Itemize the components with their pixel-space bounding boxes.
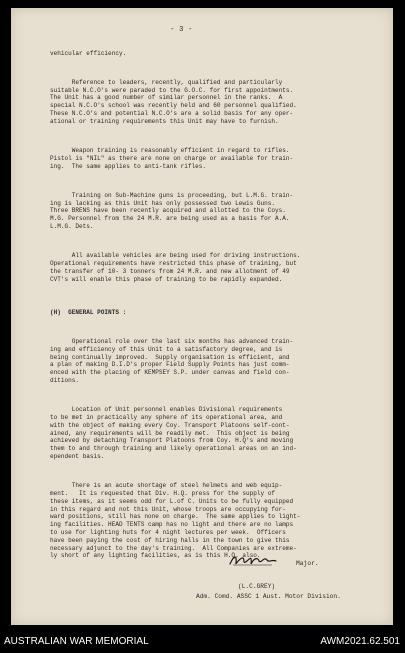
page-number: - 3 - [170,26,193,34]
section-heading: (H) GENERAL POINTS : [50,308,127,316]
paragraph-vehicles: All available vehicles are being used for driving instructions. Operational requirements have restricted this phase of training, but the transfer of 10- 3 tonners from 24 M.R. and new allotment of 49 CVT's will enable this phase of training to be rapidly expanded. [50,252,301,283]
handwritten-signature [228,552,278,568]
paragraph-location: Location of Unit personnel enables Divisional requirements to be met in practically any sphere of its operational area, and with the object of making every Coy. Transport Platoons self-cont- ained, any requirements will be readily met. This object is being achieved by detaching Transport Platoons from Coy. H.Q's and moving them to and through training and likely operational areas on an ind- ependent basis. [50,406,297,461]
footer-accession-number: AWM2021.62.501 [320,636,400,647]
signature-rank: Major. [296,560,319,567]
paragraph-vehicular: vehicular efficiency. [50,49,127,57]
document-body [50,34,362,574]
paragraph-leaders: Reference to leaders, recently, qualified and particularly suitable N.C.O's were paraded to the G.O.C. for first appointments. The Unit has a good number of similar personnel in the ranks. A special N.C.O's school was recently held and 60 personnel qualified. These N.C.O's and potential N.C.O's are a solid basis for any oper- ational or training requirements this Unit may have to furnish. [50,78,297,125]
paragraph-operational-role: Operational role over the last six months has advanced train- ing and efficiency of this Unit to a satisfactory degree, and is being continually improved. Supply organisation is efficient, and a plan of making D.I.D's proper Field Supply Points has just comm- enced with the placing of KEMPSEY S.P. under canvas and field con- ditions. [50,338,294,385]
paragraph-sub-machine-guns: Training on Sub-Machine guns is proceeding, but L.M.G. train- ing is lacking as this Unit has only possessed two Lewis Guns. Three BRENS have been recently acquired and allotted to the Coys. M.G. Personnel from the 24 M.R. are being used as a basis for A.A. L.M.G. Dets. [50,191,294,230]
signatory-name: (L.C.GREY) [238,583,276,590]
signatory-title: Adm. Comd. ASSC 1 Aust. Motor Division. [196,593,341,600]
footer-institution: AUSTRALIAN WAR MEMORIAL [4,636,149,647]
archive-footer [0,625,405,653]
paragraph-shortage: There is an acute shortage of steel helmets and web equip- ment. It is requested that Div. H.Q. press for the supply of these items, as it seems odd for L.of C. Units to be fully equipped in this regard and not this Unit, whose troops are occupying for- ward positions, still has none on charge. The same applies to light- ing facilities. HEAD TENTS camp has no light and there are no lamps to use for lighting huts for 4 night lectures per week. Officers have been paying the cost of hiring halls in the town to give this necessary adjunct to the day's training. All Companies are extreme- ly short of any lighting facilities, as is this H.Q. also. [50,482,301,560]
paragraph-weapon-training: Weapon training is reasonably efficient in regard to rifles. Pistol is "NIL" as there are none on charge or available for train- ing. The same applies to anti-tank rifles. [50,146,294,170]
